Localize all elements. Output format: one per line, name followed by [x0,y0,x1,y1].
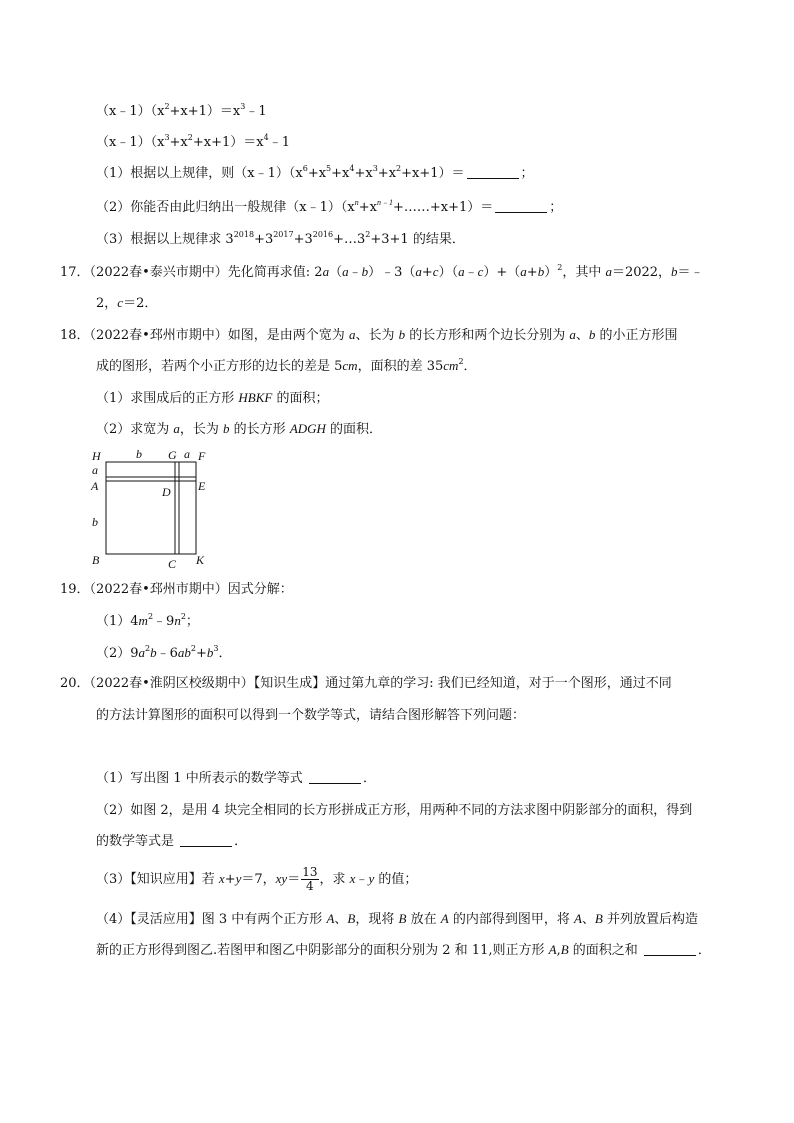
side-label-top-b: b [136,447,142,461]
q17-line2: 2，c＝2． [96,295,158,311]
label-E: E [198,479,206,493]
side-label-top-a: a [184,447,190,461]
q20-part1: （1）写出图 1 中所表示的数学等式 ． [96,771,376,786]
q16-part2: （2）你能否由此归纳出一般规律$(x﹣1)(x^n+x^{n﹣1}+\dots\dots+x+1)=$ ； [96,198,563,215]
q19-part1: $(1)4m^2﹣9n^2$； [96,612,199,629]
label-F: F [198,449,206,463]
q18-line2: 成的图形，若两个小正方形的边长的差是 5cm，面积的差 $35cm^2$． [96,357,477,374]
q20-part3: （3）【知识应用】若 x+y＝7，xy＝ $\frac{13}{4}$ ，求 x﹣y 的值； [96,865,418,893]
answer-blank[interactable] [495,201,547,213]
label-K: K [196,553,205,567]
outer-square [106,462,196,554]
q20-part4a: （4）【灵活应用】图 3 中有两个正方形 A、B，现将 B 放在 A 的内部得到图甲，将 A、B 并列放置后构造 [96,911,699,927]
q17-line1: 17．（2022春•泰兴市期中）先化简再求值: $2a(a﹣b)﹣3(a+c)(a﹣c)+(a+b)^2$，其中 a＝2022，b＝﹣ [60,263,704,280]
answer-blank[interactable] [309,772,361,784]
q16-part1: （1）根据以上规律，则$(x﹣1)(x^6+x^5+x^4+x^3+x^2+x+1)=$ ； [96,164,534,181]
label-G: G [168,448,177,462]
fraction-13-over-4: $\frac{13}{4}$ [302,865,318,893]
side-label-left-b: b [92,515,98,529]
q16-part3: （3）根据以上规律求 $3^{2018}+3^{2017}+3^{2016}+\dots 3^2+3+1$ 的结果． [96,230,465,247]
q19-part2: $(2)9a^2b﹣6ab^2+b^3$． [96,644,232,661]
answer-blank[interactable] [644,944,696,956]
label-H: H [92,449,101,463]
side-label-left-a: a [92,463,98,477]
answer-blank[interactable] [180,835,232,847]
q16-eq1: $(x﹣1)(x^2+x+1)=x^3﹣1$ [96,102,267,119]
q20-part4b: 新的正方形得到图乙.若图甲和图乙中阴影部分的面积分别为 2 和 11,则正方形 A,B 的面积之和 ． [96,942,711,958]
square-figure [86,446,216,572]
label-B: B [92,553,100,567]
q20-line2: 的方法计算图形的面积可以得到一个数学等式，请结合图形解答下列问题： [96,708,526,723]
q18-part2: （2）求宽为 a，长为 b 的长方形 ADGH 的面积． [96,421,383,437]
q20-part2b: 的数学等式是 ． [96,834,248,849]
q19-title: 19．（2022春•邳州市期中）因式分解： [60,582,293,597]
label-A: A [91,479,99,493]
label-C: C [168,557,177,571]
q20-line1: 20．（2022春•淮阴区校级期中）【知识生成】通过第九章的学习: 我们已经知道，对于一个图形，通过不同 [60,676,672,691]
q20-part2a: （2）如图 2，是用 4 块完全相同的长方形拼成正方形，用两种不同的方法求图中阴影部分的面积，得到 [96,803,693,818]
q18-part1: （1）求围成后的正方形 HBKF 的面积； [96,390,329,406]
q18-line1: 18．（2022春•邳州市期中）如图，是由两个宽为 a、长为 b 的长方形和两个边长分别为 a、b 的小正方形围 [60,327,678,343]
q16-eq2: $(x﹣1)(x^3+x^2+x+1)=x^4﹣1$ [96,133,290,150]
answer-blank[interactable] [467,167,519,179]
label-D: D [162,485,171,499]
